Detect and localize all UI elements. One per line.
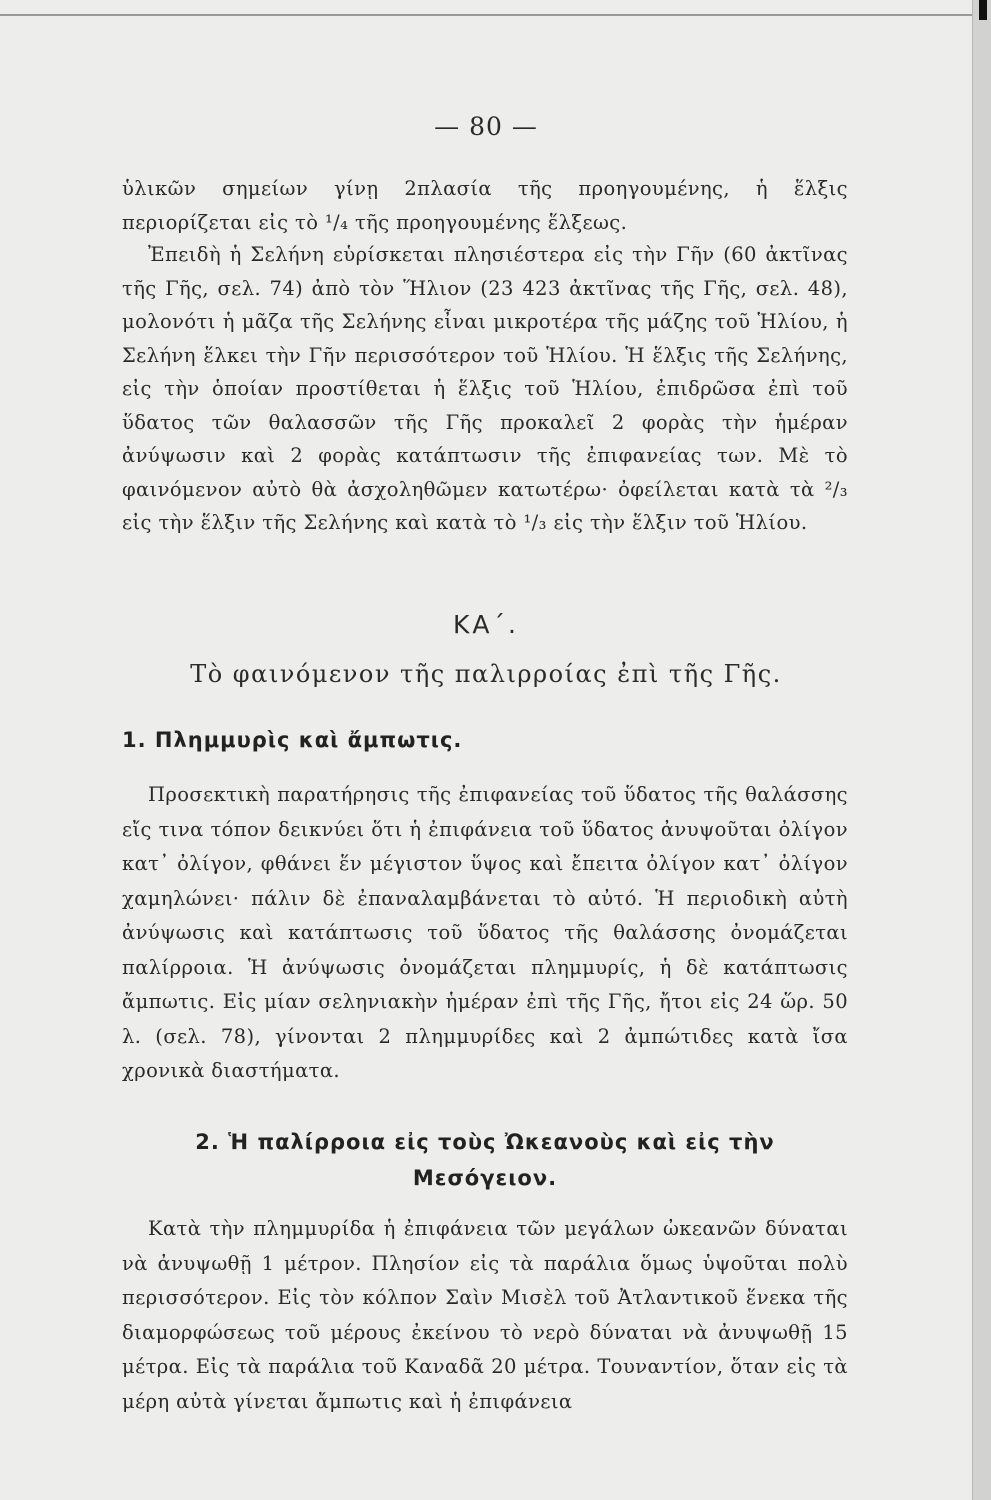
section-heading-2: 2. Ἡ παλίρροια εἰς τοὺς Ὠκεανοὺς καὶ εἰς τὴν Μεσόγειον.	[195, 1130, 775, 1190]
page-number: — 80 —	[434, 112, 538, 141]
section-heading-1: 1. Πλημμυρὶς καὶ ἄμπωτις.	[122, 728, 463, 752]
paragraph-tide-oceans: Κατὰ τὴν πλημμυρίδα ἡ ἐπιφάνεια τῶν μεγάλων ὠκεανῶν δύναται νὰ ἀνυψωθῇ 1 μέτρον. Πλησίον εἰς τὰ παράλια ὅμως ὑψοῦται πολὺ περισσότερον. Εἰς τὸν κόλπον Σαὶν Μισὲλ τοῦ Ἀτλαντικοῦ ἕνεκα τῆς διαμορφώσεως τοῦ μέρους ἐκείνου τὸ νερὸ δύναται νὰ ἀνυψωθῇ 15 μέτρα. Εἰς τὰ παράλια τοῦ Καναδᾶ 20 μέτρα. Τουναντίον, ὅταν εἰς τὰ μέρη αὐτὰ γίνεται ἄμπωτις καὶ ἡ ἐπιφάνεια	[122, 1217, 848, 1413]
paragraph-continued: ὑλικῶν σημείων γίνῃ 2πλασία τῆς προηγουμένης, ἡ ἕλξις περιορίζεται εἰς τὸ ¹/₄ τῆς προηγουμένης ἕλξεως.	[122, 177, 848, 234]
scan-corner-mark	[979, 0, 987, 20]
chapter-number: ΚΑ΄.	[453, 610, 519, 639]
chapter-title: Τὸ φαινόμενον τῆς παλιρροίας ἐπὶ τῆς Γῆς.	[190, 660, 782, 688]
paragraph-tide-definition: Προσεκτικὴ παρατήρησις τῆς ἐπιφανείας τοῦ ὕδατος τῆς θαλάσσης εἴς τινα τόπον δεικνύει ὅτι ἡ ἐπιφάνεια τοῦ ὕδατος ἀνυψοῦται ὀλίγον κατ᾽ ὀλίγον, φθάνει ἕν μέγιστον ὕψος καὶ ἔπειτα ὀλίγον κατ᾽ ὀλίγον χαμηλώνει· πάλιν δὲ ἐπαναλαμβάνεται τὸ αὐτό. Ἡ περιοδικὴ αὐτὴ ἀνύψωσις καὶ κατάπτωσις τοῦ ὕδατος τῆς θαλάσσης ὀνομάζεται παλίρροια. Ἡ ἀνύψωσις ὀνομάζεται πλημμυρίς, ἡ δὲ κατάπτωσις ἄμπωτις. Εἰς μίαν σεληνιακὴν ἡμέραν ἐπὶ τῆς Γῆς, ἤτοι εἰς 24 ὥρ. 50 λ. (σελ. 78), γίνονται 2 πλημμυρίδες καὶ 2 ἀμπώτιδες κατὰ ἴσα χρονικὰ διαστήματα.	[122, 783, 848, 1082]
adjacent-page-edge	[972, 0, 991, 1500]
paragraph-moon-attraction: Ἐπειδὴ ἡ Σελήνη εὑρίσκεται πλησιέστερα εἰς τὴν Γῆν (60 ἀκτῖνας τῆς Γῆς, σελ. 74) ἀπὸ τὸν Ἥλιον (23 423 ἀκτῖνας τῆς Γῆς, σελ. 48), μολονότι ἡ μᾶζα τῆς Σελήνης εἶναι μικροτέρα τῆς μάζης τοῦ Ἡλίου, ἡ Σελήνη ἕλκει τὴν Γῆν περισσότερον τοῦ Ἡλίου. Ἡ ἕλξις τῆς Σελήνης, εἰς τὴν ὁποίαν προστίθεται ἡ ἕλξις τοῦ Ἡλίου, ἐπιδρῶσα ἐπὶ τοῦ ὕδατος τῶν θαλασσῶν τῆς Γῆς προκαλεῖ 2 φορὰς τὴν ἡμέραν ἀνύψωσιν καὶ 2 φορὰς κατάπτωσιν τῆς ἐπιφανείας των. Μὲ τὸ φαινόμενον αὐτὸ θὰ ἀσχοληθῶμεν κατωτέρω· ὀφείλεται κατὰ τὰ ²/₃ εἰς τὴν ἕλξιν τῆς Σελήνης καὶ κατὰ τὸ ¹/₃ εἰς τὴν ἕλξιν τοῦ Ἡλίου.	[122, 243, 848, 534]
scan-top-edge	[0, 14, 972, 16]
